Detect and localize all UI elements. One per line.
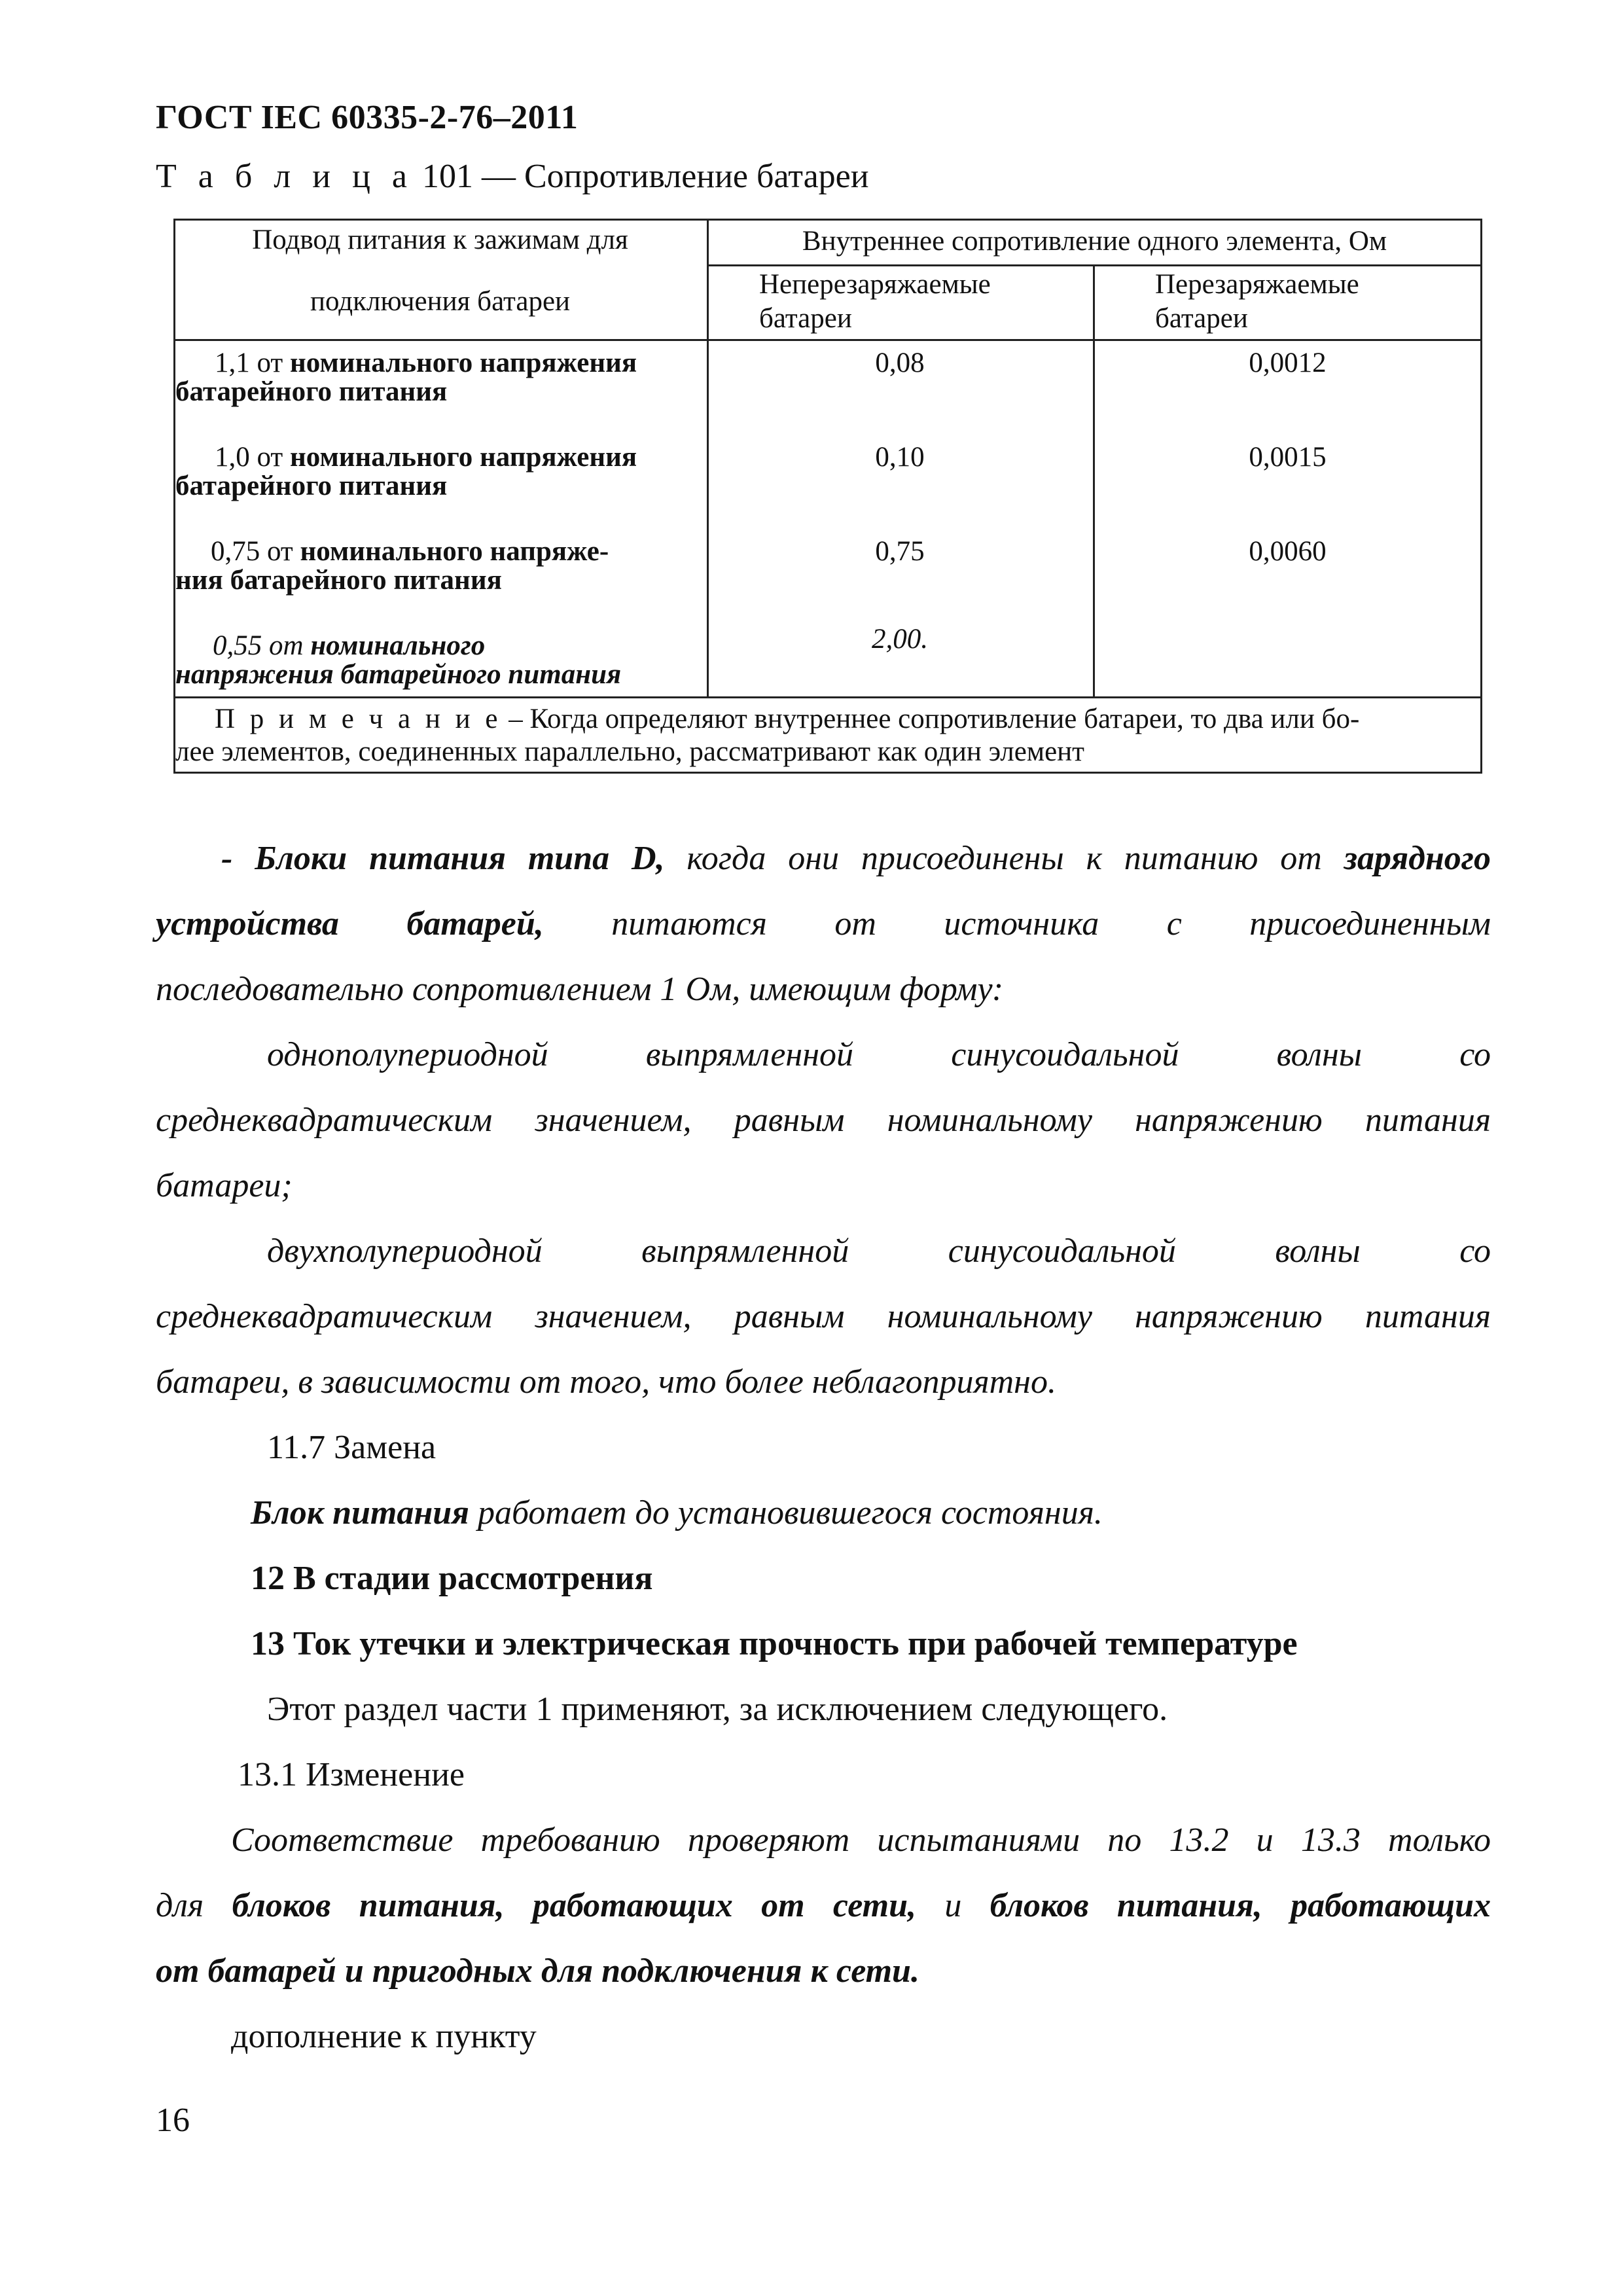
table-divider-col2 xyxy=(1093,264,1095,696)
section-13-1-line3: от батарей и пригодных для подключения к сети. xyxy=(156,1952,919,1990)
battery-resistance-table xyxy=(173,219,1482,774)
sub-header-rechargeable-line1: Перезаряжаемые xyxy=(1155,269,1359,300)
table-border-right xyxy=(1480,219,1482,774)
note-label: П р и м е ч а н и е xyxy=(215,704,502,734)
dash: - xyxy=(221,840,255,877)
bold-term: блоков питания, работающих xyxy=(990,1887,1491,1924)
row-bold-text: номинального напряже- xyxy=(300,536,609,567)
paragraph-type-d-line2 xyxy=(156,891,1491,957)
table-row-4-nonrechargeable: 2,00. xyxy=(872,624,928,655)
table-note-line2: лее элементов, соединенных параллельно, рассматривают как один элемент xyxy=(175,736,1084,767)
table-row-1-label-line2: батарейного питания xyxy=(175,376,448,407)
group-header: Внутреннее сопротивление одного элемента, Ом xyxy=(802,226,1387,257)
row-factor: 1,1 от xyxy=(215,348,283,378)
paragraph-type-d-line1 xyxy=(156,826,1491,891)
table-row-3-label-line1 xyxy=(211,535,609,568)
table-caption-title: — Сопротивление батареи xyxy=(482,158,869,195)
section-13-intro: Этот раздел части 1 применяют, за исключением следующего. xyxy=(267,1691,1168,1728)
table-note-line1 xyxy=(215,703,1359,736)
table-border-bottom xyxy=(173,772,1482,774)
col1-header-line2: подключения батареи xyxy=(310,286,571,317)
paragraph-half-wave-line2: среднеквадратическим значением, равным номинальному напряжению питания xyxy=(156,1102,1491,1139)
bold-term: устройства батарей, xyxy=(156,905,544,942)
table-row-1-label-line1 xyxy=(215,347,637,380)
table-border-top xyxy=(173,219,1482,221)
paragraph-full-wave-line1: двухполупериодной выпрямленной синусоидальной волны со xyxy=(267,1232,1491,1270)
table-row-2-nonrechargeable: 0,10 xyxy=(875,442,925,473)
table-row-4-label-line1 xyxy=(213,630,485,662)
row-bold-text: номинального xyxy=(310,630,486,661)
sub-header-nonrechargeable-line2: батареи xyxy=(759,303,852,334)
bold-term: Блок питания xyxy=(251,1494,469,1532)
table-row-3-rechargeable: 0,0060 xyxy=(1249,536,1327,567)
paragraph-half-wave-line1: однополупериодной выпрямленной синусоидальной волны со xyxy=(267,1036,1491,1073)
paragraph-half-wave-line3: батареи; xyxy=(156,1167,293,1204)
table-caption-number: 101 xyxy=(422,158,473,195)
row-bold-text: номинального напряжения xyxy=(289,442,637,473)
row-bold-text: номинального напряжения xyxy=(289,348,637,378)
table-row-3-label-line2: ния батарейного питания xyxy=(175,565,502,596)
bold-term: Блоки питания типа D, xyxy=(255,840,665,877)
text: когда они присоединены к питанию от xyxy=(664,840,1344,877)
table-row-3-nonrechargeable: 0,75 xyxy=(875,536,925,567)
row-factor: 1,0 от xyxy=(215,442,283,473)
table-row-2-label-line1 xyxy=(215,441,637,474)
sub-header-rechargeable-line2: батареи xyxy=(1155,303,1248,334)
bold-term: зарядного xyxy=(1344,840,1491,877)
document-header: ГОСТ IEC 60335-2-76–2011 xyxy=(156,99,579,136)
bold-term: блоков питания, работающих от сети, xyxy=(232,1887,917,1924)
section-13-1-line2 xyxy=(156,1873,1491,1939)
paragraph-full-wave-line3: батареи, в зависимости от того, что более неблагоприятно. xyxy=(156,1363,1056,1401)
section-11-7-title: 11.7 Замена xyxy=(267,1429,437,1466)
row-factor: 0,55 от xyxy=(213,630,304,661)
text: для xyxy=(156,1887,232,1924)
table-row-1-rechargeable: 0,0012 xyxy=(1249,348,1327,378)
paragraph-full-wave-line2: среднеквадратическим значением, равным номинальному напряжению питания xyxy=(156,1298,1491,1335)
page-number: 16 xyxy=(156,2102,190,2139)
note-text: – Когда определяют внутреннее сопротивление батареи, то два или бо- xyxy=(508,704,1360,734)
section-13-1-line1: Соответствие требованию проверяют испытаниями по 13.2 и 13.3 только xyxy=(231,1821,1491,1859)
table-divider-note xyxy=(173,696,1482,698)
supplement-line: дополнение к пункту xyxy=(231,2018,537,2055)
table-row-4-label-line2: напряжения батарейного питания xyxy=(175,659,622,690)
section-12-heading: 12 В стадии рассмотрения xyxy=(251,1560,653,1597)
text: и xyxy=(916,1887,990,1924)
row-factor: 0,75 от xyxy=(211,536,293,567)
table-row-1-nonrechargeable: 0,08 xyxy=(875,348,925,378)
section-13-heading: 13 Ток утечки и электрическая прочность при рабочей температуре xyxy=(251,1625,1298,1662)
col1-header-line1: Подвод питания к зажимам для xyxy=(252,224,628,255)
table-caption-prefix: Т а б л и ц а xyxy=(156,158,414,195)
table-row-2-label-line2: батарейного питания xyxy=(175,471,448,501)
table-row-2-rechargeable: 0,0015 xyxy=(1249,442,1327,473)
table-caption xyxy=(156,157,869,196)
section-11-7-text xyxy=(251,1480,1103,1546)
text: работает до установившегося состояния. xyxy=(469,1494,1103,1532)
table-divider-header xyxy=(173,339,1482,341)
text: питаются от источника с присоединенным xyxy=(543,905,1491,942)
paragraph-type-d-line3: последовательно сопротивлением 1 Ом, имеющим форму: xyxy=(156,971,1004,1008)
sub-header-nonrechargeable-line1: Неперезаряжаемые xyxy=(759,269,991,300)
section-13-1-title: 13.1 Изменение xyxy=(238,1756,465,1793)
